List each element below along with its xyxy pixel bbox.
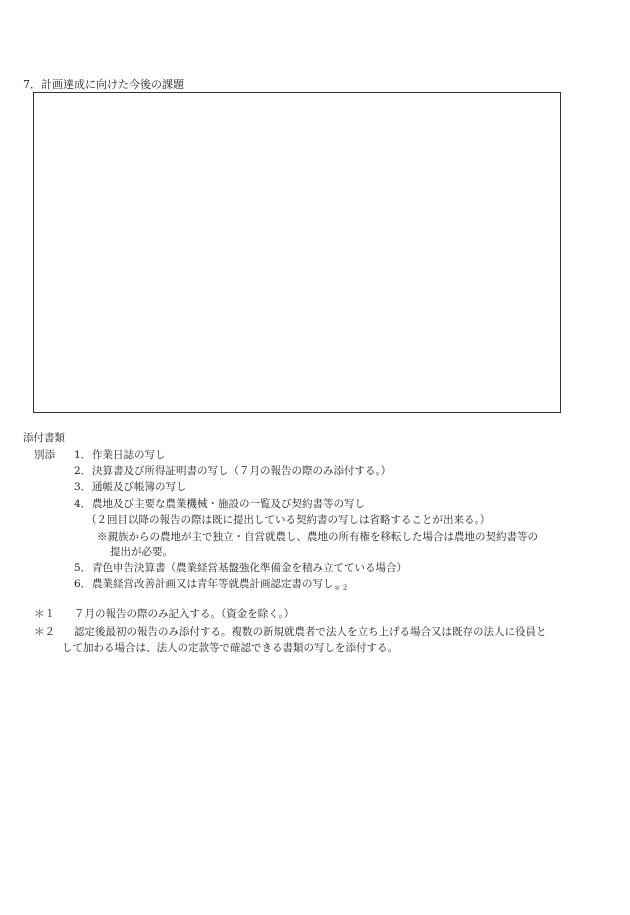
attachment-item-text: 決算書及び所得証明書の写し（７月の報告の際のみ添付する。） xyxy=(92,465,392,477)
section-heading xyxy=(23,79,184,90)
footnote-text: 認定後最初の報告のみ添付する。複数の新規就農者で法人を立ち上げる場合又は既存の法人に役員と xyxy=(74,626,547,638)
attachment-item-5 xyxy=(74,563,407,574)
attachments-title: 添付書類 xyxy=(23,432,65,444)
attachment-item-number: 3． xyxy=(74,481,92,493)
attachment-item-number: 1． xyxy=(74,449,92,461)
attachment-item-text: 作業日誌の写し xyxy=(92,449,166,461)
attachment-item-number: 5． xyxy=(74,562,92,574)
attachment-item-4-note-2-cont: 提出が必要。 xyxy=(110,546,173,558)
attachment-item-text: 通帳及び帳簿の写し xyxy=(92,481,187,493)
attachment-item-2 xyxy=(74,466,391,477)
future-tasks-box xyxy=(33,92,561,413)
attachment-item-1 xyxy=(74,450,166,461)
footnote-1 xyxy=(34,609,294,620)
footnote-mark: ＊１ xyxy=(34,608,55,620)
attachment-item-number: 4． xyxy=(74,498,92,510)
section-number: 7． xyxy=(23,78,41,91)
attachment-item-4-note: （２回目以降の報告の際は既に提出している契約書の写しは省略することが出来る。） xyxy=(86,514,491,526)
attachment-item-4 xyxy=(74,499,365,510)
footnote-reference: ＊２ xyxy=(333,584,350,592)
footnote-text: ７月の報告の際のみ記入する。（資金を除く。） xyxy=(74,608,295,620)
footnote-mark: ＊２ xyxy=(34,626,55,638)
attachment-item-number: 6． xyxy=(74,578,92,590)
attachment-item-text: 青色申告決算書（農業経営基盤強化準備金を積み立てている場合） xyxy=(92,562,407,574)
attachment-item-3 xyxy=(74,482,187,493)
footnote-2-continuation: して加わる場合は、法人の定款等で確認できる書類の写しを添付する。 xyxy=(62,642,398,654)
attachment-item-number: 2． xyxy=(74,465,92,477)
footnote-2 xyxy=(34,627,547,638)
attachment-item-text: 農業経営改善計画又は青年等就農計画認定書の写し xyxy=(92,578,334,590)
attachment-item-6 xyxy=(74,579,350,592)
attachment-item-text: 農地及び主要な農業機械・施設の一覧及び契約書等の写し xyxy=(92,498,365,510)
attachment-item-4-note-2: ※親族からの農地が主で独立・自営就農し、農地の所有権を移転した場合は農地の契約書等の xyxy=(97,531,538,543)
section-title: 計画達成に向けた今後の課題 xyxy=(41,78,184,91)
annex-label: 別添 xyxy=(34,449,55,461)
